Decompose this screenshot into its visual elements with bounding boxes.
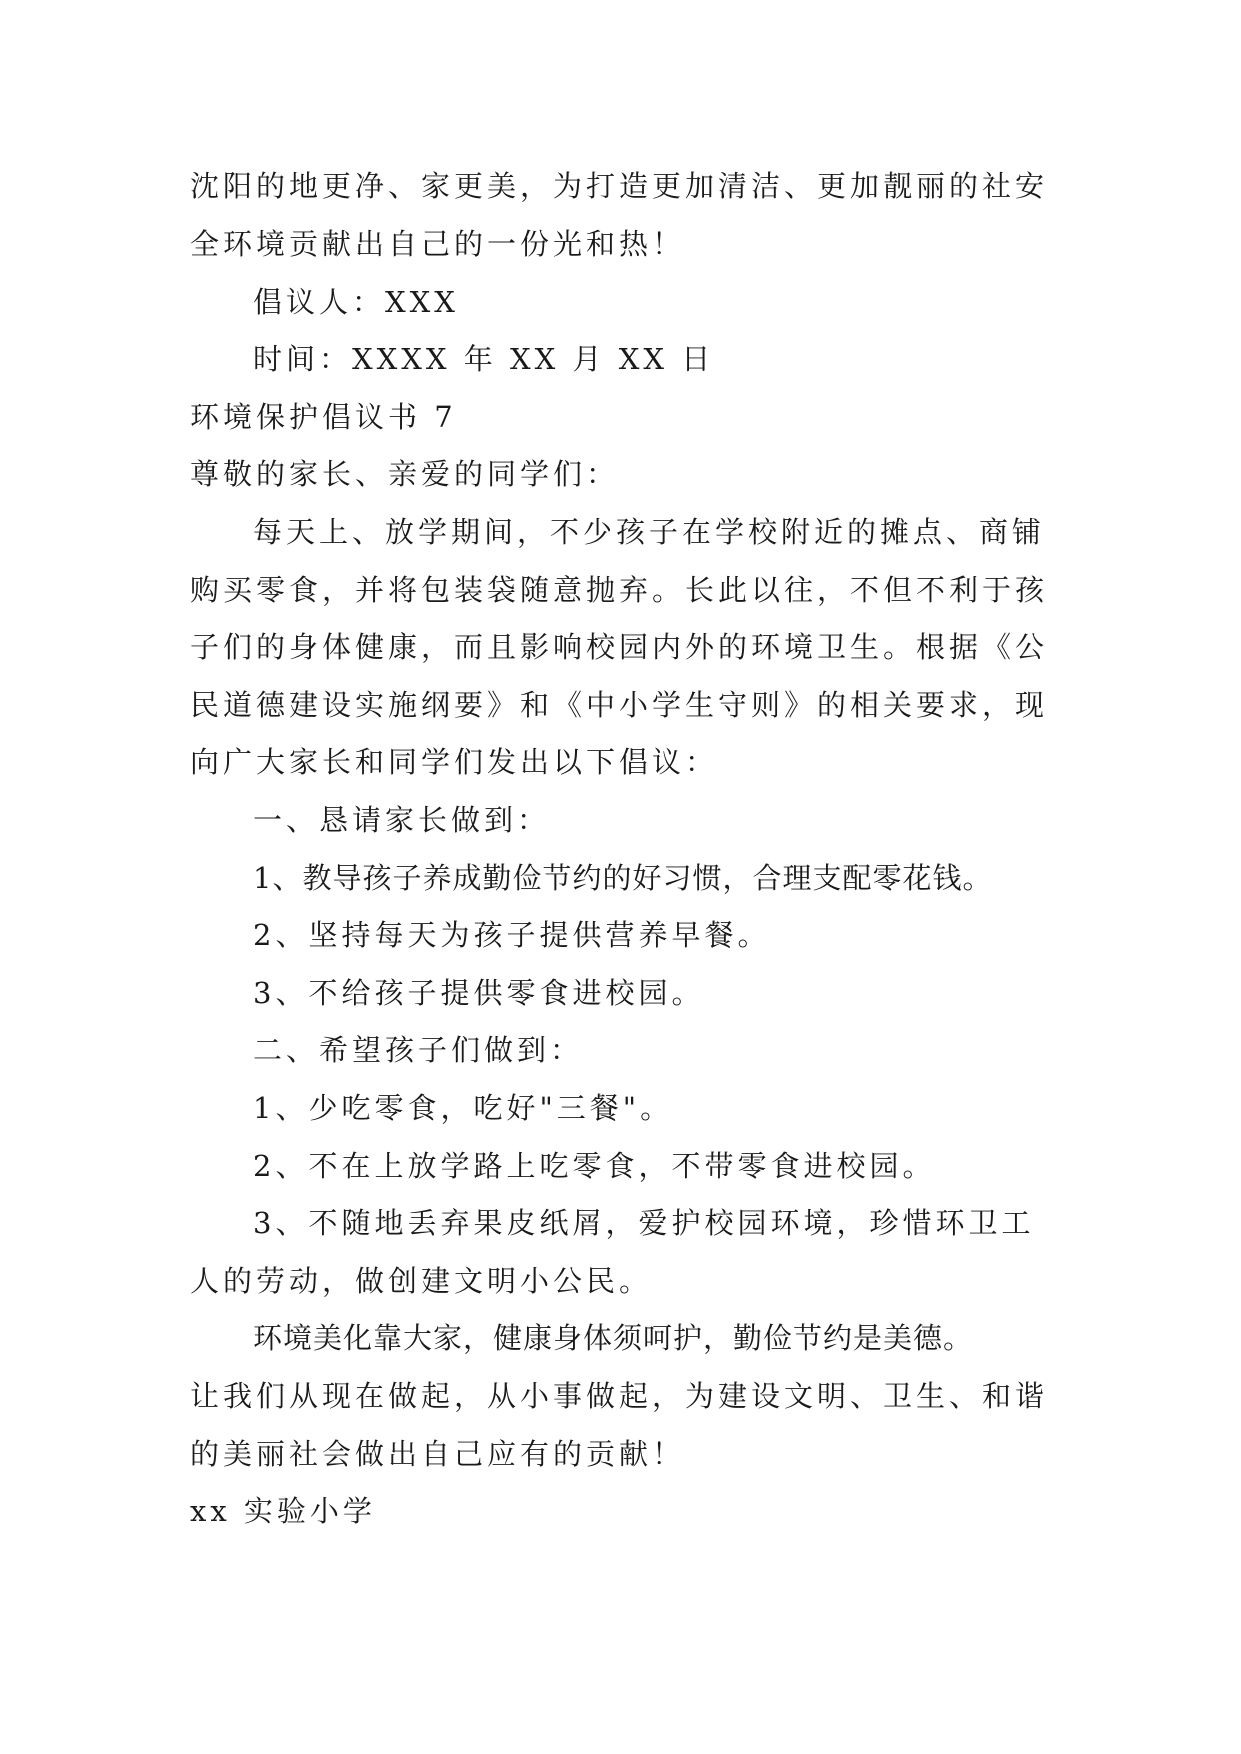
list-item: 2、不在上放学路上吃零食，不带零食进校园。: [253, 1149, 936, 1183]
date-line: 时间：XXXX 年 XX 月 XX 日: [253, 342, 715, 376]
list-item: 1、少吃零食，吃好"三餐"。: [253, 1091, 674, 1125]
paragraph-line: 民道德建设实施纲要》和《中小学生守则》的相关要求，现: [190, 688, 1049, 722]
list-item: 2、坚持每天为孩子提供营养早餐。: [253, 918, 771, 952]
list-item: 3、不给孩子提供零食进校园。: [253, 976, 705, 1010]
proposer-line: 倡议人：XXX: [253, 285, 459, 319]
paragraph-line: 购买零食，并将包装袋随意抛弃。长此以往，不但不利于孩: [190, 573, 1049, 607]
list-item: 3、不随地丢弃果皮纸屑，爱护校园环境，珍惜环卫工: [253, 1206, 1035, 1240]
paragraph-line: 每天上、放学期间，不少孩子在学校附近的摊点、商铺: [253, 515, 1046, 549]
salutation: 尊敬的家长、亲爱的同学们：: [190, 457, 620, 491]
list-item: 1、教导孩子养成勤俭节约的好习惯，合理支配零花钱。: [253, 861, 993, 895]
paragraph-line: 让我们从现在做起，从小事做起，为建设文明、卫生、和谐: [190, 1379, 1049, 1413]
paragraph-line: 全环境贡献出自己的一份光和热！: [190, 227, 686, 261]
paragraph-line: 向广大家长和同学们发出以下倡议：: [190, 745, 719, 779]
signature-line: xx 实验小学: [190, 1494, 376, 1528]
paragraph-line: 沈阳的地更净、家更美，为打造更加清洁、更加靓丽的社安: [190, 169, 1049, 203]
section-title: 环境保护倡议书 7: [190, 400, 457, 434]
paragraph-line: 环境美化靠大家，健康身体须呵护，勤俭节约是美德。: [253, 1321, 974, 1355]
paragraph-line: 人的劳动，做创建文明小公民。: [190, 1264, 653, 1298]
paragraph-line: 子们的身体健康，而且影响校园内外的环境卫生。根据《公: [190, 630, 1049, 664]
paragraph-line: 的美丽社会做出自己应有的贡献！: [190, 1437, 686, 1471]
list-heading: 一、恳请家长做到：: [253, 803, 551, 837]
list-heading: 二、希望孩子们做到：: [253, 1033, 584, 1067]
